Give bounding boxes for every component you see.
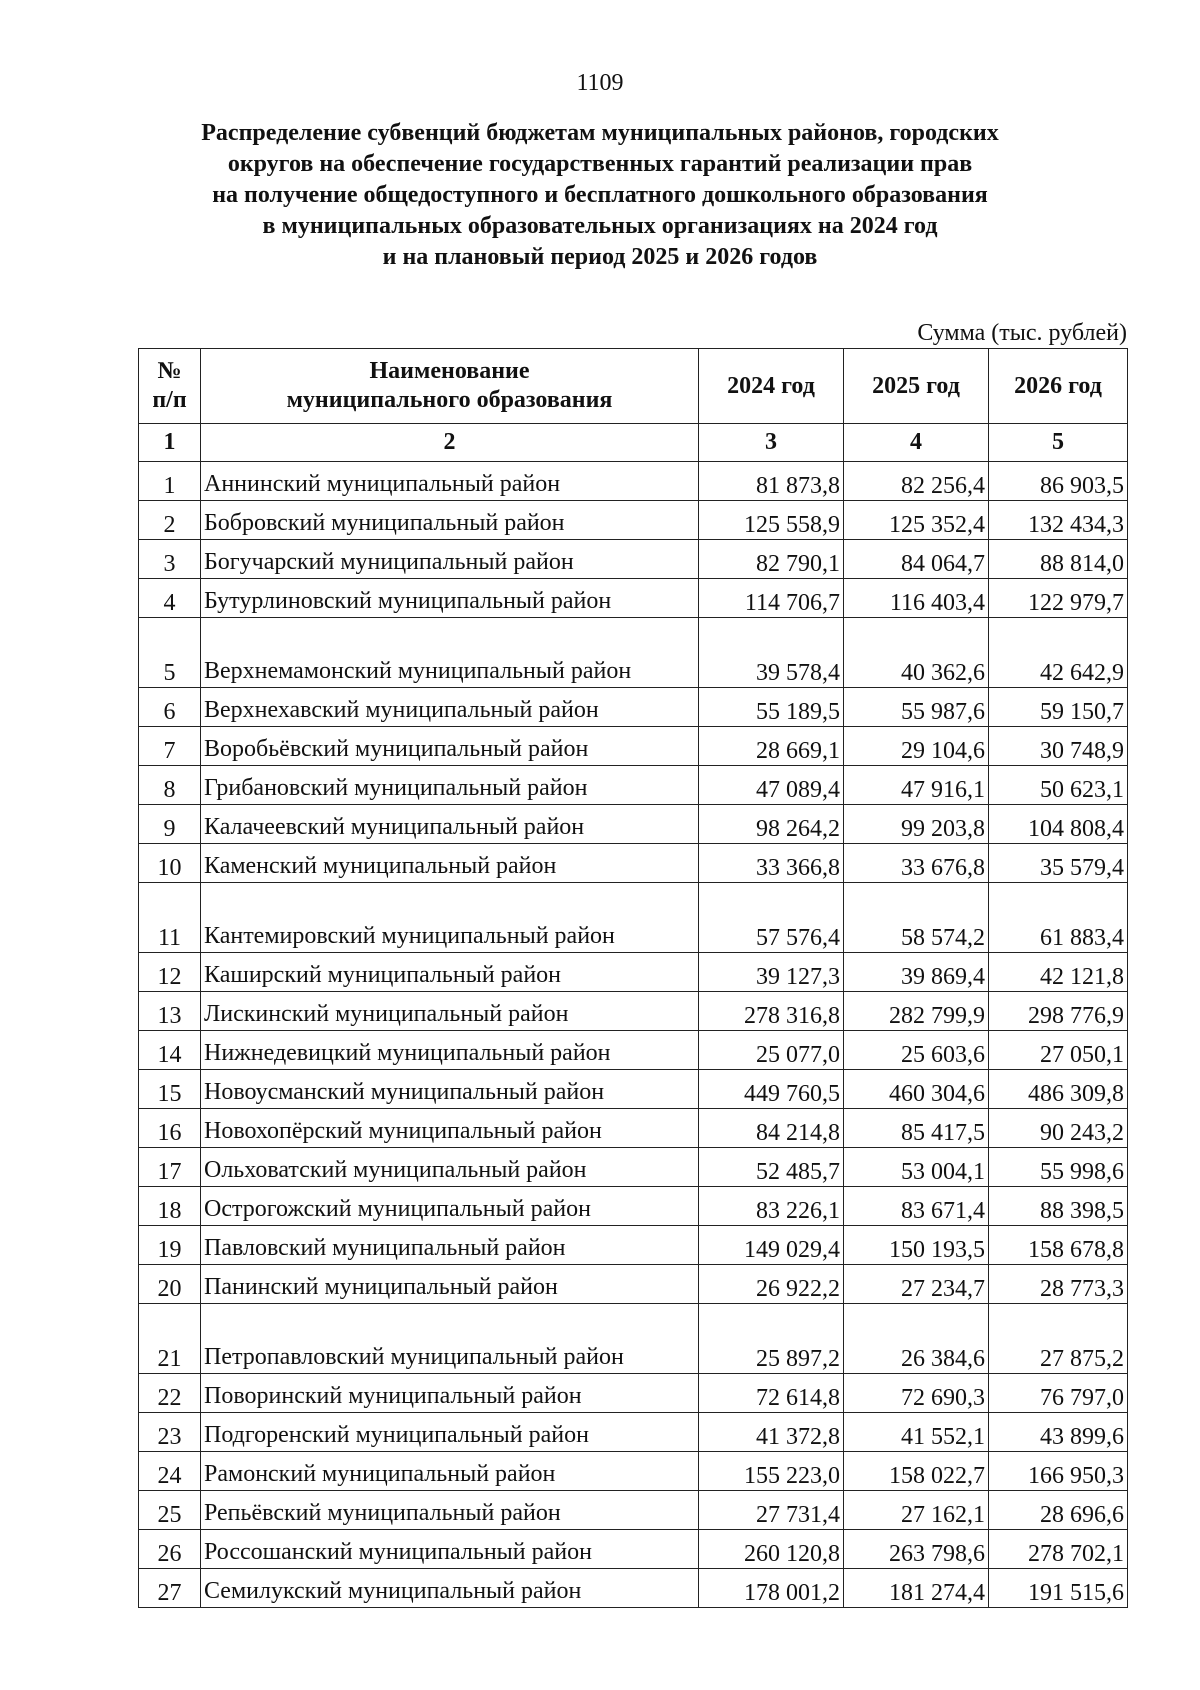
title-line: на получение общедоступного и бесплатного дошкольного образования — [212, 182, 988, 208]
value-2024: 33 366,8 — [699, 844, 844, 883]
value-2025: 282 799,9 — [844, 992, 989, 1031]
value-2024: 149 029,4 — [699, 1226, 844, 1265]
municipality-name: Нижнедевицкий муниципальный район — [201, 1031, 699, 1070]
row-number: 26 — [139, 1530, 201, 1569]
value-2024: 81 873,8 — [699, 462, 844, 501]
value-2026: 27 875,2 — [989, 1304, 1128, 1374]
header-number: № п/п — [139, 349, 201, 424]
value-2025: 116 403,4 — [844, 579, 989, 618]
row-number: 20 — [139, 1265, 201, 1304]
value-2026: 43 899,6 — [989, 1413, 1128, 1452]
row-number: 5 — [139, 618, 201, 688]
page-number: 1109 — [576, 70, 624, 96]
value-2025: 27 162,1 — [844, 1491, 989, 1530]
title-line: округов на обеспечение государственных гарантий реализации прав — [227, 151, 973, 177]
table-row — [139, 805, 1128, 844]
row-number: 2 — [139, 501, 201, 540]
value-2026: 88 398,5 — [989, 1187, 1128, 1226]
table-row — [139, 1452, 1128, 1491]
table-row — [139, 618, 1128, 688]
table-row — [139, 1148, 1128, 1187]
table-body — [139, 462, 1128, 1608]
table-row — [139, 992, 1128, 1031]
value-2024: 39 127,3 — [699, 953, 844, 992]
row-number: 4 — [139, 579, 201, 618]
row-number: 27 — [139, 1569, 201, 1608]
municipality-name: Новохопёрский муниципальный район — [201, 1109, 699, 1148]
header-2026: 2026 год — [989, 349, 1128, 424]
column-index: 4 — [844, 424, 989, 462]
table-row — [139, 1374, 1128, 1413]
row-number: 21 — [139, 1304, 201, 1374]
municipality-name: Богучарский муниципальный район — [201, 540, 699, 579]
value-2025: 26 384,6 — [844, 1304, 989, 1374]
value-2025: 29 104,6 — [844, 727, 989, 766]
value-2026: 86 903,5 — [989, 462, 1128, 501]
table-row — [139, 1304, 1128, 1374]
value-2025: 41 552,1 — [844, 1413, 989, 1452]
subventions-table — [138, 348, 1128, 1608]
municipality-name: Бутурлиновский муниципальный район — [201, 579, 699, 618]
header-name: Наименование муниципального образования — [201, 349, 699, 424]
value-2026: 122 979,7 — [989, 579, 1128, 618]
municipality-name: Репьёвский муниципальный район — [201, 1491, 699, 1530]
row-number: 1 — [139, 462, 201, 501]
value-2025: 85 417,5 — [844, 1109, 989, 1148]
value-2026: 35 579,4 — [989, 844, 1128, 883]
value-2024: 25 897,2 — [699, 1304, 844, 1374]
value-2026: 61 883,4 — [989, 883, 1128, 953]
row-number: 9 — [139, 805, 201, 844]
municipality-name: Лискинский муниципальный район — [201, 992, 699, 1031]
value-2024: 178 001,2 — [699, 1569, 844, 1608]
municipality-name: Рамонский муниципальный район — [201, 1452, 699, 1491]
row-number: 11 — [139, 883, 201, 953]
row-number: 17 — [139, 1148, 201, 1187]
value-2025: 125 352,4 — [844, 501, 989, 540]
municipality-name: Подгоренский муниципальный район — [201, 1413, 699, 1452]
value-2026: 42 121,8 — [989, 953, 1128, 992]
value-2025: 83 671,4 — [844, 1187, 989, 1226]
table-row — [139, 1569, 1128, 1608]
row-number: 8 — [139, 766, 201, 805]
municipality-name: Калачеевский муниципальный район — [201, 805, 699, 844]
value-2024: 125 558,9 — [699, 501, 844, 540]
row-number: 24 — [139, 1452, 201, 1491]
column-index: 3 — [699, 424, 844, 462]
title-line: и на плановый период 2025 и 2026 годов — [382, 244, 818, 270]
value-2025: 39 869,4 — [844, 953, 989, 992]
value-2026: 486 309,8 — [989, 1070, 1128, 1109]
municipality-name: Панинский муниципальный район — [201, 1265, 699, 1304]
value-2026: 104 808,4 — [989, 805, 1128, 844]
column-index-row — [139, 424, 1128, 462]
value-2026: 30 748,9 — [989, 727, 1128, 766]
row-number: 23 — [139, 1413, 201, 1452]
municipality-name: Новоусманский муниципальный район — [201, 1070, 699, 1109]
value-2025: 33 676,8 — [844, 844, 989, 883]
row-number: 6 — [139, 688, 201, 727]
table-row — [139, 688, 1128, 727]
row-number: 10 — [139, 844, 201, 883]
municipality-name: Павловский муниципальный район — [201, 1226, 699, 1265]
value-2025: 47 916,1 — [844, 766, 989, 805]
table-row — [139, 1265, 1128, 1304]
value-2025: 40 362,6 — [844, 618, 989, 688]
column-index: 2 — [201, 424, 699, 462]
value-2026: 42 642,9 — [989, 618, 1128, 688]
value-2025: 72 690,3 — [844, 1374, 989, 1413]
table-header-row — [139, 349, 1128, 424]
value-2024: 25 077,0 — [699, 1031, 844, 1070]
row-number: 15 — [139, 1070, 201, 1109]
row-number: 18 — [139, 1187, 201, 1226]
value-2024: 47 089,4 — [699, 766, 844, 805]
value-2025: 82 256,4 — [844, 462, 989, 501]
table-row — [139, 1070, 1128, 1109]
value-2026: 55 998,6 — [989, 1148, 1128, 1187]
table-row — [139, 501, 1128, 540]
table-row — [139, 1031, 1128, 1070]
value-2024: 278 316,8 — [699, 992, 844, 1031]
value-2026: 278 702,1 — [989, 1530, 1128, 1569]
table-row — [139, 1187, 1128, 1226]
row-number: 16 — [139, 1109, 201, 1148]
value-2025: 27 234,7 — [844, 1265, 989, 1304]
value-2026: 76 797,0 — [989, 1374, 1128, 1413]
table-row — [139, 1530, 1128, 1569]
municipality-name: Каширский муниципальный район — [201, 953, 699, 992]
table-row — [139, 1109, 1128, 1148]
value-2024: 114 706,7 — [699, 579, 844, 618]
value-2025: 84 064,7 — [844, 540, 989, 579]
row-number: 19 — [139, 1226, 201, 1265]
table-row — [139, 844, 1128, 883]
value-2026: 298 776,9 — [989, 992, 1128, 1031]
value-2025: 150 193,5 — [844, 1226, 989, 1265]
value-2026: 166 950,3 — [989, 1452, 1128, 1491]
value-2025: 181 274,4 — [844, 1569, 989, 1608]
value-2024: 98 264,2 — [699, 805, 844, 844]
title-line: в муниципальных образовательных организациях на 2024 год — [262, 213, 938, 239]
municipality-name: Семилукский муниципальный район — [201, 1569, 699, 1608]
column-index: 5 — [989, 424, 1128, 462]
value-2024: 155 223,0 — [699, 1452, 844, 1491]
municipality-name: Острогожский муниципальный район — [201, 1187, 699, 1226]
value-2024: 449 760,5 — [699, 1070, 844, 1109]
value-2024: 84 214,8 — [699, 1109, 844, 1148]
title-line: Распределение субвенций бюджетам муниципальных районов, городских — [201, 120, 999, 146]
header-2024: 2024 год — [699, 349, 844, 424]
value-2024: 83 226,1 — [699, 1187, 844, 1226]
value-2026: 88 814,0 — [989, 540, 1128, 579]
value-2025: 263 798,6 — [844, 1530, 989, 1569]
municipality-name: Верхнемамонский муниципальный район — [201, 618, 699, 688]
column-index: 1 — [139, 424, 201, 462]
municipality-name: Верхнехавский муниципальный район — [201, 688, 699, 727]
table-row — [139, 462, 1128, 501]
municipality-name: Аннинский муниципальный район — [201, 462, 699, 501]
table-row — [139, 1226, 1128, 1265]
units-label: Сумма (тыс. рублей) — [917, 320, 1127, 346]
value-2024: 26 922,2 — [699, 1265, 844, 1304]
value-2024: 52 485,7 — [699, 1148, 844, 1187]
municipality-name: Грибановский муниципальный район — [201, 766, 699, 805]
value-2026: 132 434,3 — [989, 501, 1128, 540]
table-row — [139, 1413, 1128, 1452]
value-2024: 28 669,1 — [699, 727, 844, 766]
municipality-name: Воробьёвский муниципальный район — [201, 727, 699, 766]
value-2024: 82 790,1 — [699, 540, 844, 579]
value-2026: 50 623,1 — [989, 766, 1128, 805]
header-2025: 2025 год — [844, 349, 989, 424]
row-number: 3 — [139, 540, 201, 579]
table-row — [139, 1491, 1128, 1530]
value-2026: 27 050,1 — [989, 1031, 1128, 1070]
value-2025: 99 203,8 — [844, 805, 989, 844]
value-2026: 191 515,6 — [989, 1569, 1128, 1608]
value-2026: 158 678,8 — [989, 1226, 1128, 1265]
table-row — [139, 883, 1128, 953]
value-2025: 53 004,1 — [844, 1148, 989, 1187]
row-number: 12 — [139, 953, 201, 992]
table-row — [139, 579, 1128, 618]
value-2026: 59 150,7 — [989, 688, 1128, 727]
table-row — [139, 727, 1128, 766]
value-2024: 72 614,8 — [699, 1374, 844, 1413]
value-2025: 460 304,6 — [844, 1070, 989, 1109]
row-number: 7 — [139, 727, 201, 766]
municipality-name: Бобровский муниципальный район — [201, 501, 699, 540]
row-number: 25 — [139, 1491, 201, 1530]
municipality-name: Кантемировский муниципальный район — [201, 883, 699, 953]
value-2025: 58 574,2 — [844, 883, 989, 953]
value-2024: 41 372,8 — [699, 1413, 844, 1452]
row-number: 14 — [139, 1031, 201, 1070]
value-2025: 158 022,7 — [844, 1452, 989, 1491]
table-row — [139, 953, 1128, 992]
table-row — [139, 540, 1128, 579]
municipality-name: Ольховатский муниципальный район — [201, 1148, 699, 1187]
row-number: 13 — [139, 992, 201, 1031]
municipality-name: Петропавловский муниципальный район — [201, 1304, 699, 1374]
value-2025: 25 603,6 — [844, 1031, 989, 1070]
value-2024: 260 120,8 — [699, 1530, 844, 1569]
value-2024: 55 189,5 — [699, 688, 844, 727]
value-2026: 28 696,6 — [989, 1491, 1128, 1530]
table-row — [139, 766, 1128, 805]
value-2025: 55 987,6 — [844, 688, 989, 727]
value-2026: 28 773,3 — [989, 1265, 1128, 1304]
row-number: 22 — [139, 1374, 201, 1413]
municipality-name: Россошанский муниципальный район — [201, 1530, 699, 1569]
municipality-name: Каменский муниципальный район — [201, 844, 699, 883]
value-2026: 90 243,2 — [989, 1109, 1128, 1148]
value-2024: 39 578,4 — [699, 618, 844, 688]
document-title — [100, 118, 1100, 273]
value-2024: 27 731,4 — [699, 1491, 844, 1530]
municipality-name: Поворинский муниципальный район — [201, 1374, 699, 1413]
value-2024: 57 576,4 — [699, 883, 844, 953]
